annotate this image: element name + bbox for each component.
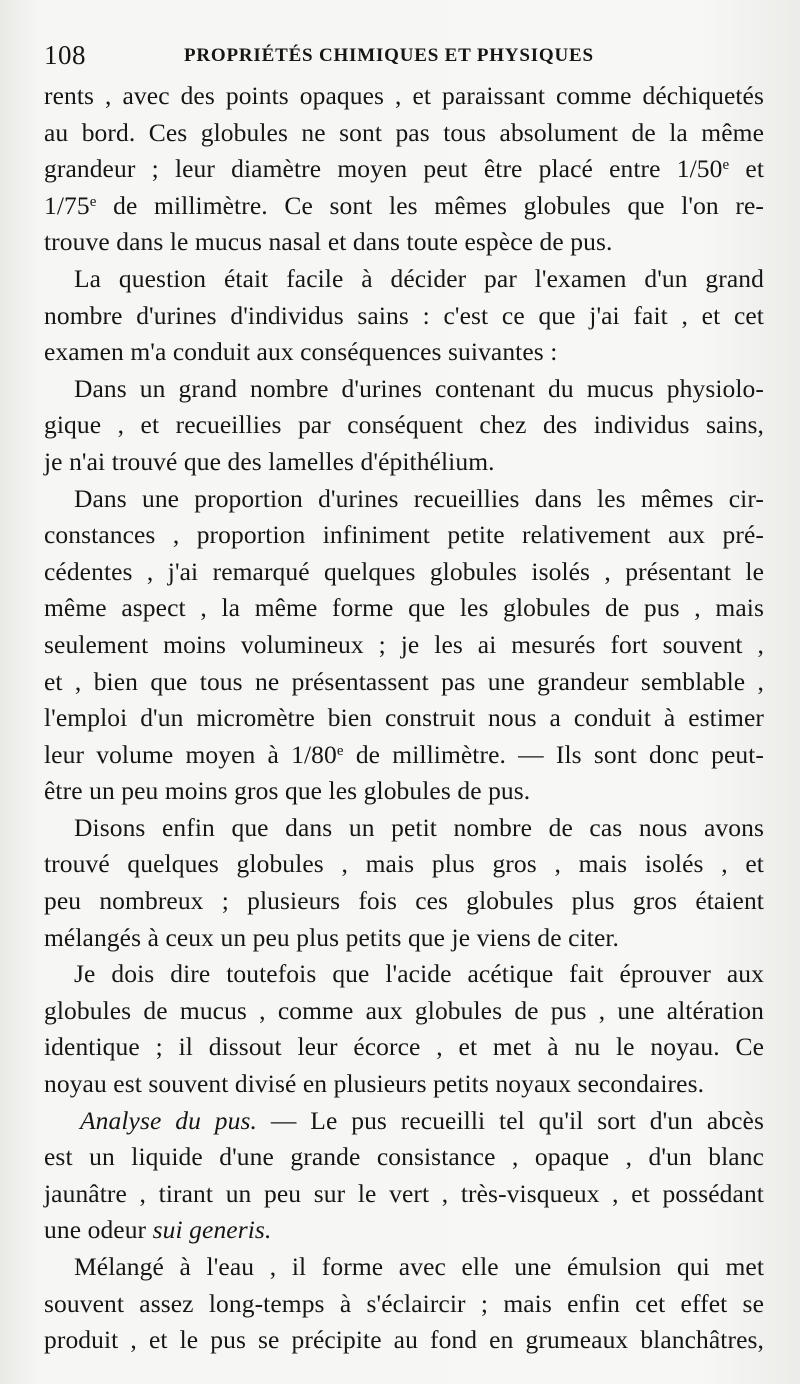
text-line: Je dois dire toutefois que l'acide acétique fait éprouver aux — [74, 959, 764, 989]
text-line: Dans une proportion d'urines recueillies dans les mêmes cir- — [74, 483, 764, 513]
text-line: rents , avec des points opaques , et paraissant comme déchiquetés — [44, 81, 764, 110]
text-line: l'emploi d'un micromètre bien construit nous a conduit à estimer — [44, 703, 764, 733]
text-line: seulement moins volumineux ; je les ai mesurés fort souvent , — [44, 629, 764, 659]
text-line: La question était facile à décider par l'examen d'un grand — [74, 263, 764, 293]
text-line: Disons enfin que dans un petit nombre de cas nous avons — [74, 812, 764, 842]
body-text — [44, 78, 764, 1359]
text-line: une odeur sui generis. — [44, 1215, 272, 1245]
text-line: je n'ai trouvé que des lamelles d'épithélium. — [44, 446, 495, 476]
section-heading: Analyse du pus. — [80, 1105, 257, 1135]
text-line: trouvé quelques globules , mais plus gros , mais isolés , et — [44, 849, 764, 879]
page-header — [44, 40, 764, 76]
text-line: jaunâtre , tirant un peu sur le vert , très-visqueux , et possédant — [44, 1178, 764, 1208]
page-number: 108 — [44, 40, 86, 70]
text-line: mélangés à ceux un peu plus petits que je viens de citer. — [44, 922, 620, 952]
text-line: peu nombreux ; plusieurs fois ces globules plus gros étaient — [44, 886, 764, 916]
text-line: examen m'a conduit aux conséquences suivantes : — [44, 337, 558, 367]
text-line: nombre d'urines d'individus sains : c'est ce que j'ai fait , et cet — [44, 300, 764, 330]
text-line: souvent assez long-temps à s'éclaircir ; mais enfin cet effet se — [44, 1288, 764, 1318]
text-line: Analyse du pus. — Le pus recueilli tel qu'il sort d'un abcès — [80, 1105, 764, 1135]
text-line: même aspect , la même forme que les globules de pus , mais — [44, 593, 764, 623]
text-line: au bord. Ces globules ne sont pas tous absolument de la même — [44, 117, 764, 147]
running-title: PROPRIÉTÉS CHIMIQUES ET PHYSIQUES — [184, 45, 594, 66]
text-line: globules de mucus , comme aux globules de pus , une altération — [44, 995, 764, 1025]
text-line: est un liquide d'une grande consistance , opaque , d'un blanc — [44, 1142, 764, 1172]
text-line: grandeur ; leur diamètre moyen peut être placé entre 1/50e et — [44, 154, 765, 184]
text-line: leur volume moyen à 1/80e de millimètre. — Ils sont donc peut- — [44, 739, 764, 769]
text-line: produit , et le pus se précipite au fond en grumeaux blanchâtres, — [44, 1325, 764, 1355]
text-line: Mélangé à l'eau , il forme avec elle une émulsion qui met — [74, 1252, 764, 1281]
text-line: Dans un grand nombre d'urines contenant du mucus physiolo- — [74, 373, 764, 403]
text-line: identique ; il dissout leur écorce , et met à nu le noyau. Ce — [44, 1032, 764, 1062]
text-line: cédentes , j'ai remarqué quelques globules isolés , présentant le — [44, 556, 764, 586]
text-line: noyau est souvent divisé en plusieurs petits noyaux secondaires. — [44, 1069, 705, 1099]
text-line: constances , proportion infiniment petite relativement aux pré- — [44, 520, 764, 550]
text-line: être un peu moins gros que les globules de pus. — [44, 776, 531, 806]
text-line: trouve dans le mucus nasal et dans toute espèce de pus. — [44, 227, 613, 257]
text-line: et , bien que tous ne présentassent pas une grandeur semblable , — [44, 666, 764, 696]
text-line: gique , et recueillies par conséquent chez des individus sains, — [44, 410, 764, 440]
text-line: 1/75e de millimètre. Ce sont les mêmes globules que l'on re- — [44, 190, 764, 220]
